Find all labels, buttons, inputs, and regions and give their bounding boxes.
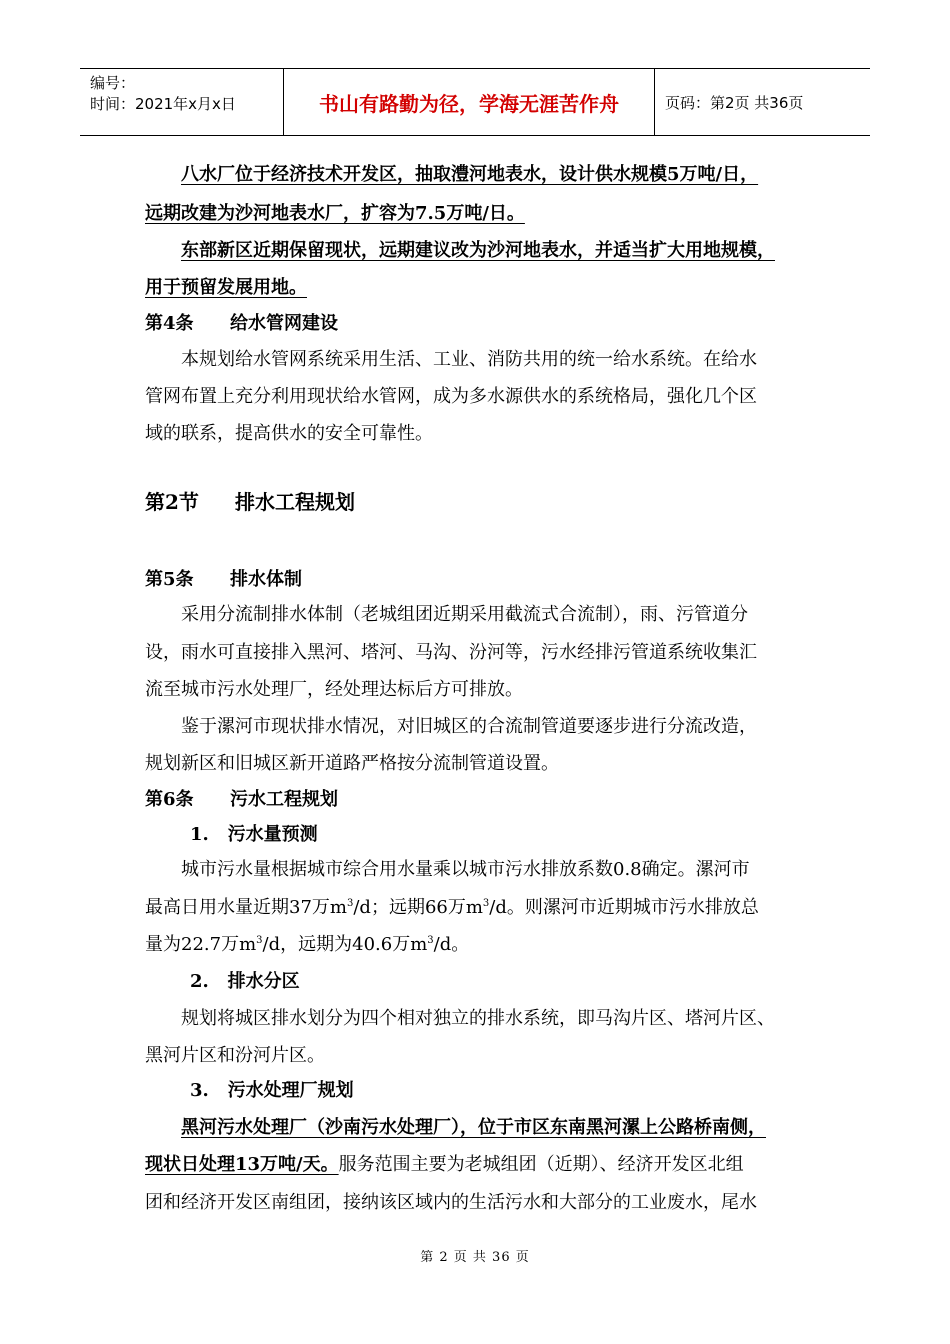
text-span: /d。 [433,934,470,955]
number-label: 编号： [90,74,136,92]
text-span: /d。则漯河市近期城市污水排放总 [489,897,759,918]
para-line: 设，雨水可直接排入黑河、塔河、马沟、汾河等，污水经排污管道系统收集汇 [145,642,757,663]
section-number: 第2节 [145,490,199,514]
para-line: 规划将城区排水划分为四个相对独立的排水系统，即马沟片区、塔河片区、 [181,1008,775,1029]
text-span: 量为22.7万m [145,934,257,955]
text-span: 现状日处理13万吨/天。 [145,1154,339,1175]
text-span: 服务范围主要为老城组团（近期）、经济开发区北组 [338,1154,744,1175]
header-left-cell [80,69,283,135]
para-line: 东部新区近期保留现状，远期建议改为沙河地表水，并适当扩大用地规模， [181,240,775,261]
article-title: 给水管网建设 [230,313,338,334]
para-line: 鉴于漯河市现状排水情况，对旧城区的合流制管道要逐步进行分流改造， [181,716,757,737]
para-line: 团和经济开发区南组团，接纳该区域内的生活污水和大部分的工业废水，尾水 [145,1192,757,1213]
para-line: 管网布置上充分利用现状给水管网，成为多水源供水的系统格局，强化几个区 [145,386,757,407]
para-line [145,1150,744,1176]
article-title: 污水工程规划 [230,789,338,810]
para-line: 八水厂位于经济技术开发区，抽取澧河地表水，设计供水规模5万吨/日， [181,164,759,185]
para-line: 流至城市污水处理厂，经处理达标后方可排放。 [145,679,523,700]
para-line: 采用分流制排水体制（老城组团近期采用截流式合流制），雨、污管道分 [181,604,748,625]
article-number: 第6条 [145,789,194,810]
para-line: 域的联系，提高供水的安全可靠性。 [145,423,433,444]
text-span: 最高日用水量近期37万m [145,897,347,918]
para-line: 城市污水量根据城市综合用水量乘以城市污水排放系数0.8确定。漯河市 [181,859,750,880]
header-page-info: 页码：第2页 共36页 [665,93,804,112]
para-line [145,930,469,956]
para-line: 用于预留发展用地。 [145,277,307,298]
page-footer: 第 2 页 共 36 页 [420,1250,530,1265]
numbered-heading: 1. 污水量预测 [190,824,318,845]
superscript: 3 [346,898,354,909]
para-line: 规划新区和旧城区新开道路严格按分流制管道设置。 [145,753,559,774]
para-line: 黑河片区和汾河片区。 [145,1045,325,1066]
text-span: /d；远期66万m [353,897,483,918]
time-label: 时间：2021年x月x日 [90,95,236,113]
article-number: 第4条 [145,313,194,334]
para-line: 远期改建为沙河地表水厂，扩容为7.5万吨/日。 [145,203,525,224]
para-line: 黑河污水处理厂（沙南污水处理厂），位于市区东南黑河漯上公路桥南侧， [181,1117,766,1138]
text-span: /d，远期为40.6万m [262,934,428,955]
article-number: 第5条 [145,569,194,590]
header-motto: 书山有路勤为径，学海无涯苦作舟 [283,69,655,135]
page-header [80,68,870,136]
superscript: 3 [256,935,263,946]
numbered-heading: 3. 污水处理厂规划 [190,1080,354,1101]
article-title: 排水体制 [230,569,302,590]
numbered-heading: 2. 排水分区 [190,971,300,992]
superscript: 3 [427,935,434,946]
para-line: 本规划给水管网系统采用生活、工业、消防共用的统一给水系统。在给水 [181,349,757,370]
para-line [145,893,759,919]
section-title: 排水工程规划 [235,490,355,514]
superscript: 3 [482,898,490,909]
